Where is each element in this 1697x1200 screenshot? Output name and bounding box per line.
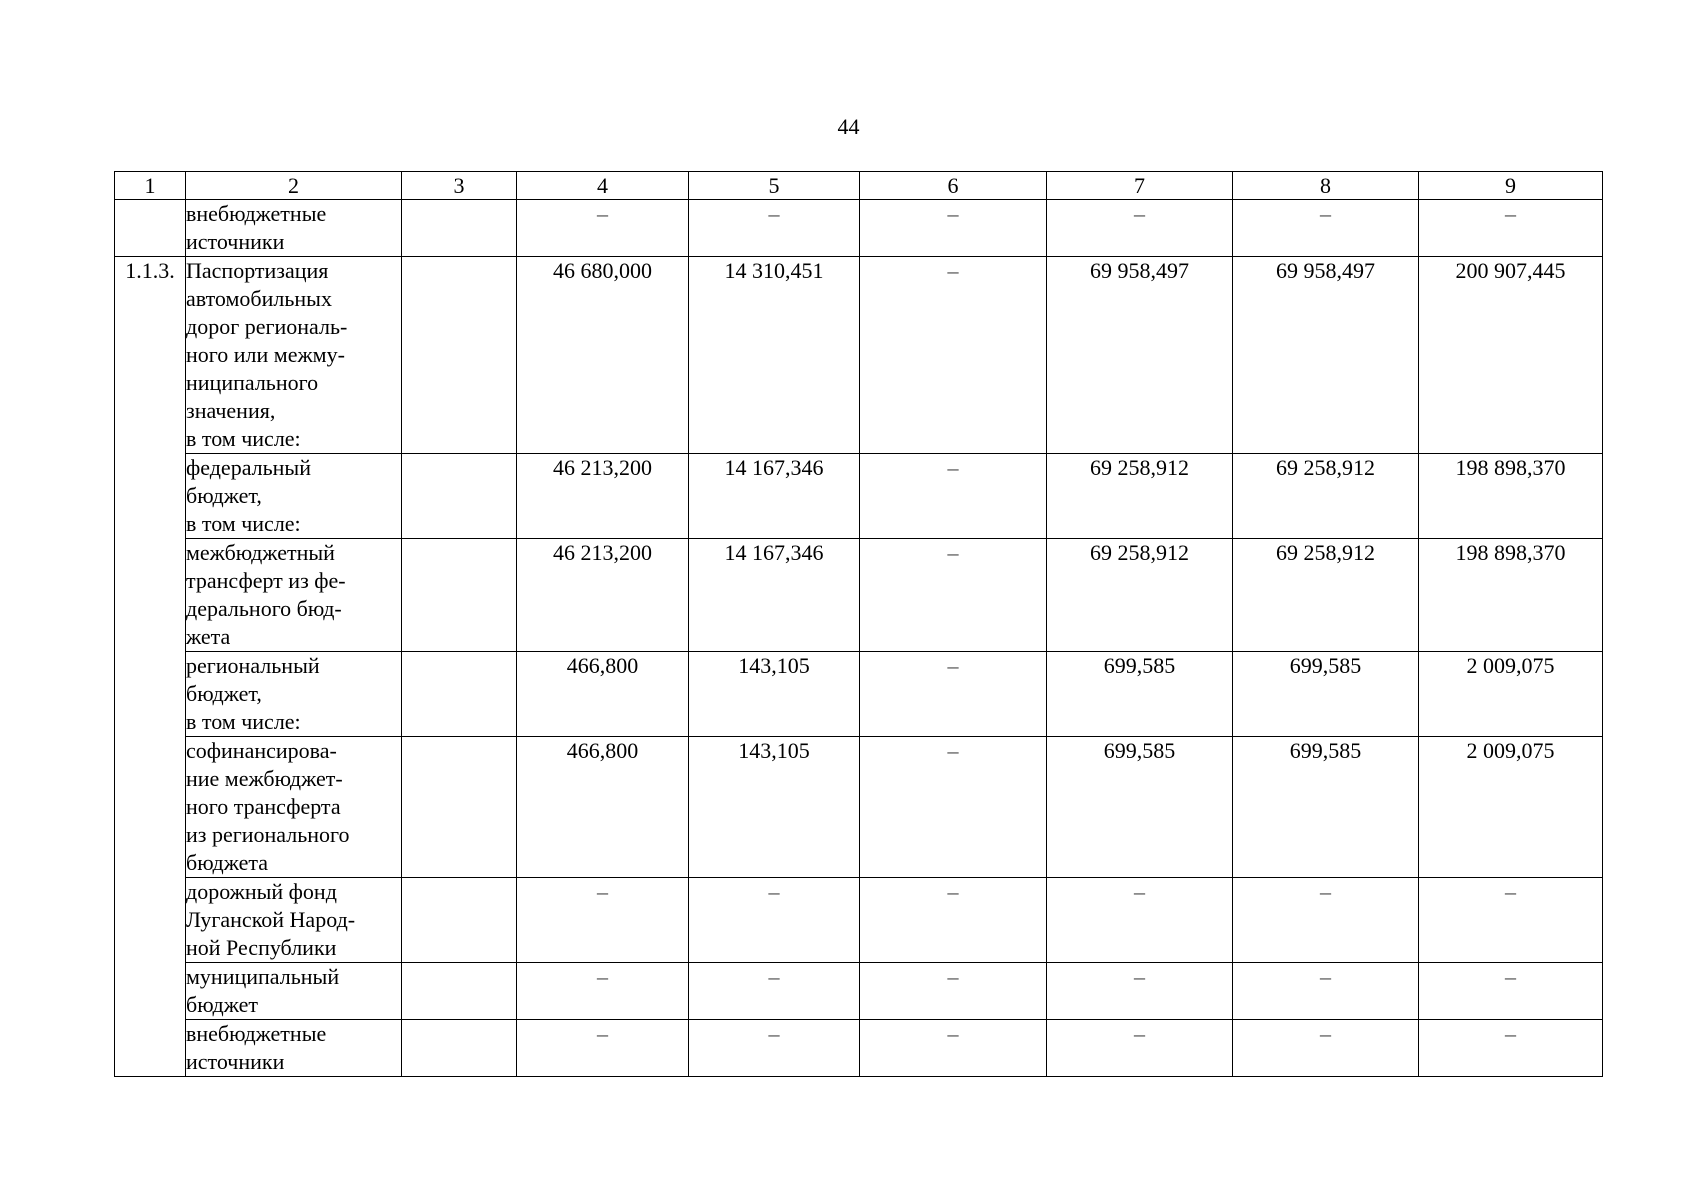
value-cell: 466,800 <box>517 652 689 737</box>
label-line: ние межбюджет- <box>186 766 343 791</box>
label-line: межбюджетный <box>186 540 335 565</box>
value-cell: – <box>1047 200 1233 257</box>
value-cell: – <box>1233 1020 1419 1077</box>
value-cell: 14 167,346 <box>689 454 860 539</box>
label-line: в том числе: <box>186 426 301 451</box>
value-cell: 143,105 <box>689 652 860 737</box>
value-cell: 699,585 <box>1047 652 1233 737</box>
label-line: ного или межму- <box>186 342 345 367</box>
value-cell: – <box>517 878 689 963</box>
column-number-row <box>115 172 1603 200</box>
value-cell: 46 680,000 <box>517 257 689 454</box>
table-row <box>115 737 1603 878</box>
label-line: региональный <box>186 653 320 678</box>
value-cell: – <box>1233 878 1419 963</box>
value-cell: – <box>517 963 689 1020</box>
value-cell: 198 898,370 <box>1419 454 1603 539</box>
label-line: из регионального <box>186 822 350 847</box>
value-cell: 46 213,200 <box>517 454 689 539</box>
value-cell: – <box>860 878 1047 963</box>
column-number-8: 8 <box>1233 172 1419 200</box>
value-cell: – <box>860 454 1047 539</box>
column-3-cell <box>402 878 517 963</box>
value-cell: 69 258,912 <box>1047 454 1233 539</box>
value-cell: 46 213,200 <box>517 539 689 652</box>
value-cell: – <box>689 200 860 257</box>
code-cell-empty <box>115 200 186 257</box>
label-line: внебюджетные <box>186 201 327 226</box>
table-row <box>115 652 1603 737</box>
column-number-3: 3 <box>402 172 517 200</box>
value-cell: 466,800 <box>517 737 689 878</box>
value-cell: – <box>1047 1020 1233 1077</box>
label-line: дорожный фонд <box>186 879 337 904</box>
value-cell: – <box>1233 963 1419 1020</box>
column-3-cell <box>402 1020 517 1077</box>
label-line: бюджет <box>186 992 258 1017</box>
table-row <box>115 257 1603 454</box>
column-number-5: 5 <box>689 172 860 200</box>
label-line: ной Республики <box>186 935 337 960</box>
value-cell: 699,585 <box>1233 652 1419 737</box>
value-cell: 2 009,075 <box>1419 652 1603 737</box>
column-number-7: 7 <box>1047 172 1233 200</box>
value-cell: – <box>1419 1020 1603 1077</box>
value-cell: 2 009,075 <box>1419 737 1603 878</box>
row-label <box>186 454 402 539</box>
value-cell: – <box>1233 200 1419 257</box>
label-line: автомобильных <box>186 286 332 311</box>
column-3-cell <box>402 200 517 257</box>
row-label <box>186 539 402 652</box>
row-label <box>186 1020 402 1077</box>
label-line: дерального бюд- <box>186 596 342 621</box>
column-number-6: 6 <box>860 172 1047 200</box>
value-cell: 143,105 <box>689 737 860 878</box>
value-cell: – <box>689 963 860 1020</box>
value-cell: 200 907,445 <box>1419 257 1603 454</box>
column-3-cell <box>402 652 517 737</box>
item-code: 1.1.3. <box>115 257 186 1077</box>
value-cell: 69 958,497 <box>1233 257 1419 454</box>
column-3-cell <box>402 257 517 454</box>
label-line: жета <box>186 624 231 649</box>
column-number-4: 4 <box>517 172 689 200</box>
column-number-1: 1 <box>115 172 186 200</box>
value-cell: – <box>1419 963 1603 1020</box>
value-cell: – <box>1047 878 1233 963</box>
value-cell: – <box>1419 878 1603 963</box>
value-cell: – <box>860 257 1047 454</box>
label-line: федеральный <box>186 455 311 480</box>
table-row-continuation <box>115 200 1603 257</box>
label-line: ниципального <box>186 370 319 395</box>
value-cell: – <box>860 200 1047 257</box>
column-3-cell <box>402 963 517 1020</box>
value-cell: – <box>1419 200 1603 257</box>
column-number-9: 9 <box>1419 172 1603 200</box>
row-label <box>186 257 402 454</box>
table-row <box>115 1020 1603 1077</box>
value-cell: 69 258,912 <box>1047 539 1233 652</box>
column-3-cell <box>402 454 517 539</box>
label-line: бюджет, <box>186 483 262 508</box>
table-row <box>115 539 1603 652</box>
label-line: дорог региональ- <box>186 314 348 339</box>
label-line: ного трансферта <box>186 794 341 819</box>
value-cell: – <box>860 963 1047 1020</box>
row-label <box>186 652 402 737</box>
label-line: трансферт из фе- <box>186 568 346 593</box>
value-cell: 14 167,346 <box>689 539 860 652</box>
row-label <box>186 963 402 1020</box>
value-cell: – <box>860 1020 1047 1077</box>
value-cell: – <box>860 539 1047 652</box>
label-line: Луганской Народ- <box>186 907 356 932</box>
value-cell: 69 258,912 <box>1233 539 1419 652</box>
column-3-cell <box>402 737 517 878</box>
label-line: источники <box>186 229 285 254</box>
value-cell: 69 258,912 <box>1233 454 1419 539</box>
value-cell: – <box>1047 963 1233 1020</box>
label-line: Паспортизация <box>186 258 329 283</box>
value-cell: – <box>517 1020 689 1077</box>
budget-table <box>114 171 1603 1077</box>
column-3-cell <box>402 539 517 652</box>
label-line: внебюджетные <box>186 1021 327 1046</box>
value-cell: 198 898,370 <box>1419 539 1603 652</box>
value-cell: – <box>860 737 1047 878</box>
value-cell: – <box>689 878 860 963</box>
table-row <box>115 454 1603 539</box>
value-cell: 699,585 <box>1233 737 1419 878</box>
row-label <box>186 200 402 257</box>
row-label <box>186 737 402 878</box>
value-cell: – <box>689 1020 860 1077</box>
label-line: в том числе: <box>186 511 301 536</box>
table-row <box>115 963 1603 1020</box>
label-line: значения, <box>186 398 276 423</box>
value-cell: 699,585 <box>1047 737 1233 878</box>
value-cell: 14 310,451 <box>689 257 860 454</box>
value-cell: – <box>517 200 689 257</box>
label-line: софинансирова- <box>186 738 337 763</box>
label-line: бюджет, <box>186 681 262 706</box>
label-line: источники <box>186 1049 285 1074</box>
table-row <box>115 878 1603 963</box>
column-number-2: 2 <box>186 172 402 200</box>
value-cell: – <box>860 652 1047 737</box>
label-line: муниципальный <box>186 964 340 989</box>
label-line: в том числе: <box>186 709 301 734</box>
value-cell: 69 958,497 <box>1047 257 1233 454</box>
row-label <box>186 878 402 963</box>
label-line: бюджета <box>186 850 269 875</box>
page-number: 44 <box>837 114 860 139</box>
